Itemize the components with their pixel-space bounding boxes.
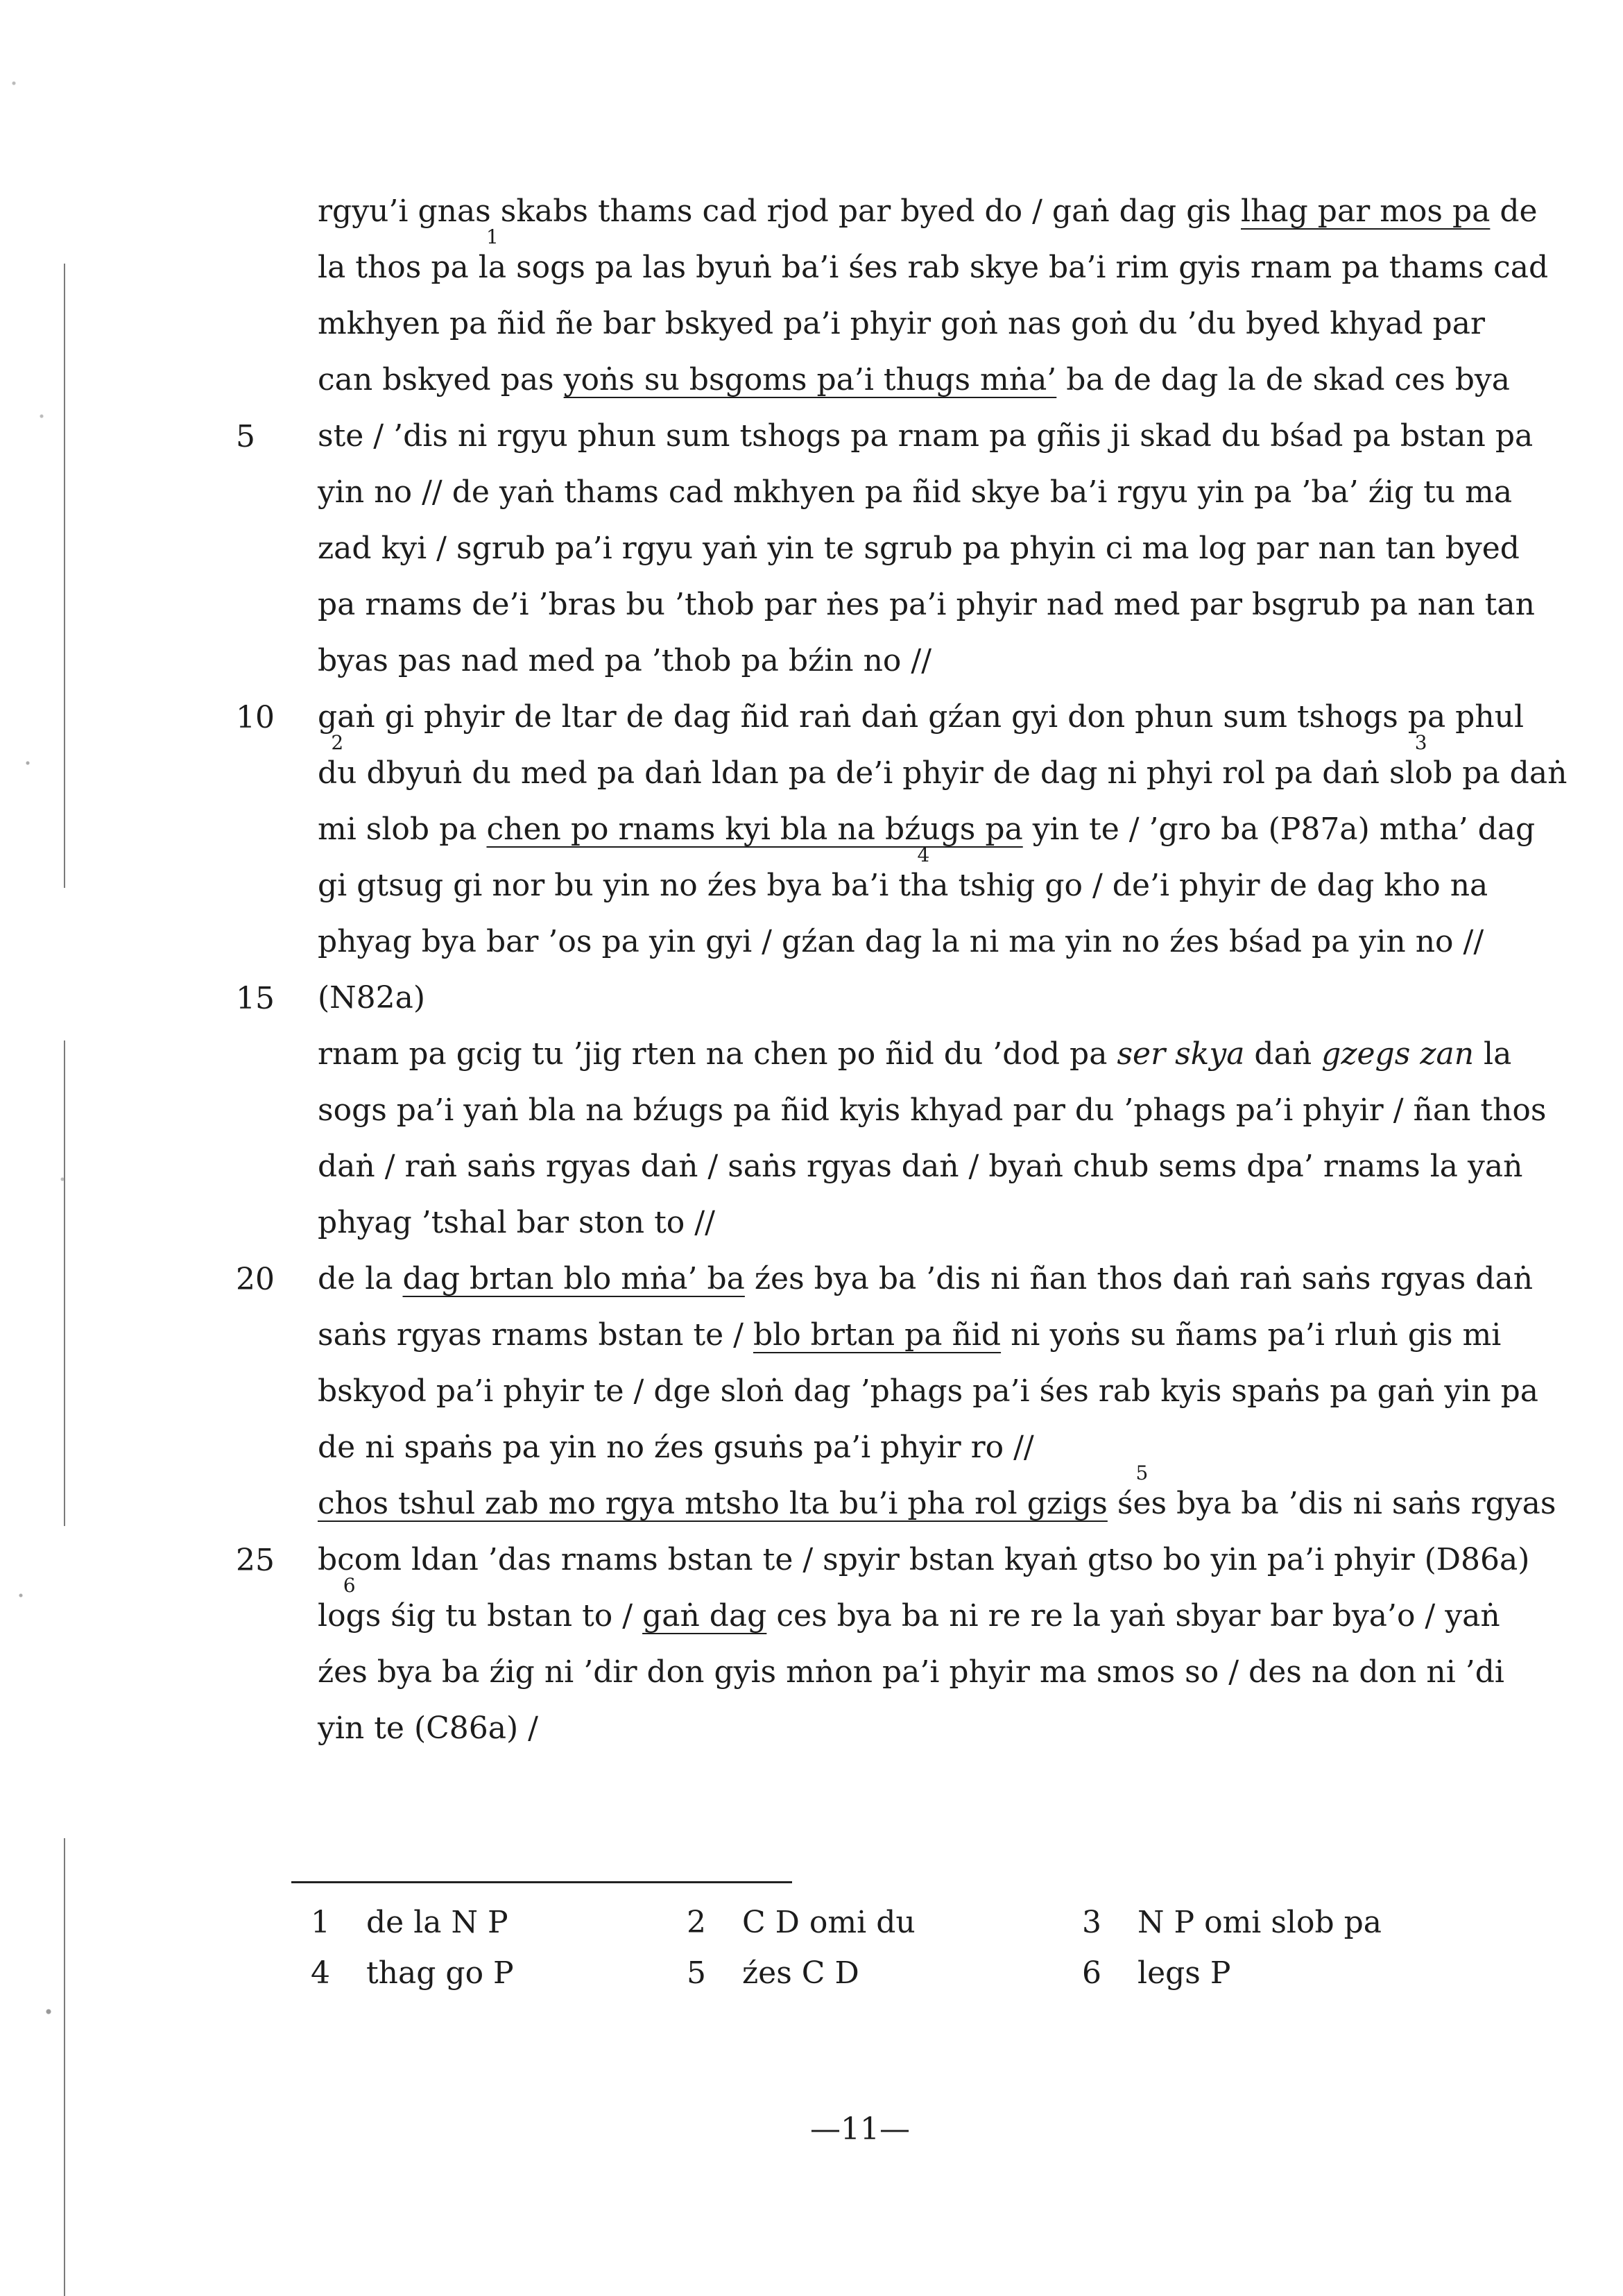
footnote-marker: 1 [486, 225, 499, 248]
text-line [318, 1146, 1523, 1188]
text-segment: gi gtsug gi nor bu yin no źes bya ba’i [318, 868, 899, 903]
page-number: —11— [810, 2111, 910, 2147]
text-segment: mi slob pa [318, 812, 487, 847]
text-segment: bcom ldan ’das rnams bstan te / spyir bstan kyaṅ gtso bo yin pa’i phyir (D86a) [318, 1542, 1530, 1577]
footnote [1082, 1953, 1230, 1994]
footnote-text: thag go P [366, 1955, 514, 1991]
footnoted-word-text: śes [1117, 1486, 1167, 1521]
underlined-phrase: lhag par mos pa [1241, 194, 1491, 229]
text-line [318, 1314, 1502, 1356]
text-segment: yin no // de yaṅ thams cad mkhyen pa ñid skye ba’i rgyu yin pa ’ba’ źig tu ma [318, 474, 1513, 510]
line-number: 15 [236, 981, 275, 1016]
text-line [318, 584, 1535, 626]
footnote-marker: 3 [1414, 731, 1427, 754]
text-line [318, 809, 1536, 850]
italic-term: ser skya [1117, 1036, 1245, 1072]
text-segment: dbyuṅ du med pa daṅ ldan pa de’i phyir de dag ni phyi rol pa daṅ [357, 755, 1389, 791]
text-segment: ste / ’dis ni rgyu phun sum tshogs pa rnam pa gñis ji skad du bśad pa bstan pa [318, 418, 1534, 454]
footnoted-word-text: du [318, 755, 357, 791]
text-segment: rnam pa gcig tu ’jig rten na chen po ñid du ’dod pa [318, 1036, 1117, 1072]
footnote [311, 1902, 508, 1944]
text-line [318, 1539, 1530, 1581]
text-line [318, 696, 1525, 738]
footnote-marker: 5 [1135, 1462, 1149, 1484]
text-segment: rgyu’i gnas skabs thams cad rjod par byed do / gaṅ dag gis [318, 194, 1241, 229]
underlined-phrase: gaṅ dag [642, 1598, 767, 1634]
text-line [318, 1371, 1538, 1412]
footnoted-word [898, 843, 949, 903]
underlined-phrase: chos tshul zab mo rgya mtsho lta bu’i pha rol gzigs [318, 1486, 1108, 1521]
text-line [318, 1427, 1497, 1468]
text-line [318, 1258, 1534, 1300]
footnote-number: 4 [311, 1955, 330, 1991]
line-number: 20 [236, 1262, 275, 1297]
text-segment: śig tu bstan to / [381, 1598, 643, 1634]
text-line [318, 415, 1534, 457]
text-segment: la [1474, 1036, 1512, 1072]
footnote [687, 1902, 916, 1944]
text-segment: can bskyed pas [318, 362, 564, 397]
text-segment: daṅ / raṅ saṅs rgyas daṅ / saṅs rgyas daṅ / byaṅ chub sems dpa’ rnams la yaṅ [318, 1149, 1523, 1184]
text-line [318, 225, 1549, 289]
text-line [318, 1090, 1547, 1131]
text-segment: sogs pa’i yaṅ bla na bźugs pa ñid kyis khyad par du ’phags pa’i phyir / ñan thos [318, 1093, 1547, 1128]
text-segment: pa rnams de’i ’bras bu ’thob par ṅes pa’i phyir nad med par bsgrub pa nan tan [318, 587, 1535, 622]
text-line [318, 1708, 1497, 1749]
text-line [318, 303, 1497, 345]
underlined-phrase: chen po rnams kyi bla na bźugs pa [486, 812, 1023, 847]
footnote-text: źes C D [742, 1955, 859, 1991]
text-segment: de [1490, 194, 1538, 229]
text-segment: yin te (C86a) / [318, 1711, 538, 1746]
text-segment: daṅ [1244, 1036, 1322, 1072]
footnote [687, 1953, 859, 1994]
footnoted-word-text: slob [1389, 755, 1453, 791]
text-segment: ni yoṅs su ñams pa’i rluṅ gis mi [1001, 1317, 1502, 1353]
footnote-marker: 6 [343, 1574, 356, 1597]
footnoted-word [478, 225, 507, 285]
text-line [318, 528, 1520, 569]
text-line [318, 1202, 1497, 1244]
text-line [318, 1462, 1556, 1525]
text-segment: mkhyen pa ñid ñe bar bskyed pa’i phyir goṅ nas goṅ du ’du byed khyad par [318, 306, 1485, 341]
text-segment: ba de dag la de skad ces bya [1056, 362, 1511, 397]
footnoted-word-text: logs [318, 1598, 381, 1634]
text-segment: sogs pa las byuṅ ba’i śes rab skye ba’i rim gyis rnam pa thams cad [506, 250, 1549, 285]
text-segment: byas pas nad med pa ’thob pa bźin no // [318, 643, 932, 678]
footnote-number: 5 [687, 1955, 706, 1991]
footnoted-word [318, 1574, 381, 1634]
footnoted-word-text: la [478, 250, 507, 285]
text-segment: phyag bya bar ’os pa yin gyi / gźan dag la ni ma yin no źes bśad pa yin no // [318, 924, 1484, 959]
footnoted-word [318, 731, 357, 791]
text-segment: zad kyi / sgrub pa’i rgyu yaṅ yin te sgrub pa phyin ci ma log par nan tan byed [318, 531, 1520, 566]
text-segment: saṅs rgyas rnams bstan te / [318, 1317, 753, 1353]
text-segment: źes bya ba źig ni ’dir don gyis mṅon pa’i phyir ma smos so / des na don ni ’di [318, 1654, 1504, 1690]
text-segment: bskyod pa’i phyir te / dge sloṅ dag ’phags pa’i śes rab kyis spaṅs pa gaṅ yin pa [318, 1373, 1538, 1409]
scan-edge-line [64, 1040, 65, 1526]
text-segment: phyag ’tshal bar ston to // [318, 1205, 715, 1240]
text-line [318, 977, 1497, 1019]
footnote-text: legs P [1137, 1955, 1231, 1991]
underlined-phrase: yoṅs su bsgoms pa’i thugs mṅa’ [563, 362, 1057, 397]
text-segment: de la [318, 1261, 403, 1296]
scan-shadow-edge [0, 0, 104, 2296]
underlined-phrase: blo brtan pa ñid [753, 1317, 1002, 1353]
text-segment: la thos pa [318, 250, 479, 285]
text-line [318, 843, 1497, 907]
footnote-number: 2 [687, 1905, 706, 1940]
text-line [318, 640, 1497, 682]
footnote [1082, 1902, 1382, 1944]
text-segment: gaṅ gi phyir de ltar de dag ñid raṅ daṅ gźan gyi don phun sum tshogs pa phul [318, 699, 1525, 735]
underlined-phrase: dag brtan blo mṅa’ ba [402, 1261, 745, 1296]
text-segment: bya ba ’dis ni saṅs rgyas [1167, 1486, 1556, 1521]
text-segment: ces bya ba ni re re la yaṅ sbyar bar bya’o / yaṅ [766, 1598, 1500, 1634]
footnote-number: 6 [1082, 1955, 1101, 1991]
text-line [318, 359, 1511, 401]
text-segment: źes bya ba ’dis ni ñan thos daṅ raṅ saṅs rgyas daṅ [744, 1261, 1534, 1296]
text-line [318, 1034, 1512, 1075]
text-line [318, 1652, 1504, 1693]
text-line [318, 1574, 1500, 1637]
text-segment: yin te / ’gro ba (P87a) mtha’ dag [1022, 812, 1536, 847]
line-number: 25 [236, 1543, 275, 1578]
footnote [311, 1953, 514, 1994]
italic-term: gzegs zan [1321, 1036, 1475, 1072]
text-line [318, 921, 1497, 963]
text-segment: tshig go / de’i phyir de dag kho na [948, 868, 1488, 903]
line-number: 5 [236, 419, 255, 454]
text-segment: (N82a) [318, 980, 426, 1016]
footnote-separator-rule [291, 1881, 792, 1883]
scan-edge-line [64, 264, 65, 888]
footnote-marker: 2 [331, 731, 344, 754]
footnoted-word [1117, 1462, 1167, 1521]
text-segment [1108, 1486, 1117, 1521]
footnoted-word [1389, 731, 1453, 791]
text-line [318, 472, 1513, 513]
scan-edge-line [64, 1838, 65, 2296]
footnote-text: N P omi slob pa [1137, 1905, 1382, 1940]
footnoted-word-text: tha [898, 868, 949, 903]
footnote-text: C D omi du [742, 1905, 916, 1940]
footnote-number: 1 [311, 1905, 330, 1940]
footnote-marker: 4 [917, 843, 930, 866]
text-segment: de ni spaṅs pa yin no źes gsuṅs pa’i phyir ro // [318, 1430, 1034, 1465]
text-segment: pa daṅ [1452, 755, 1568, 791]
footnote-number: 3 [1082, 1905, 1101, 1940]
footnote-text: de la N P [366, 1905, 508, 1940]
line-number: 10 [236, 700, 275, 735]
text-line [318, 731, 1568, 794]
